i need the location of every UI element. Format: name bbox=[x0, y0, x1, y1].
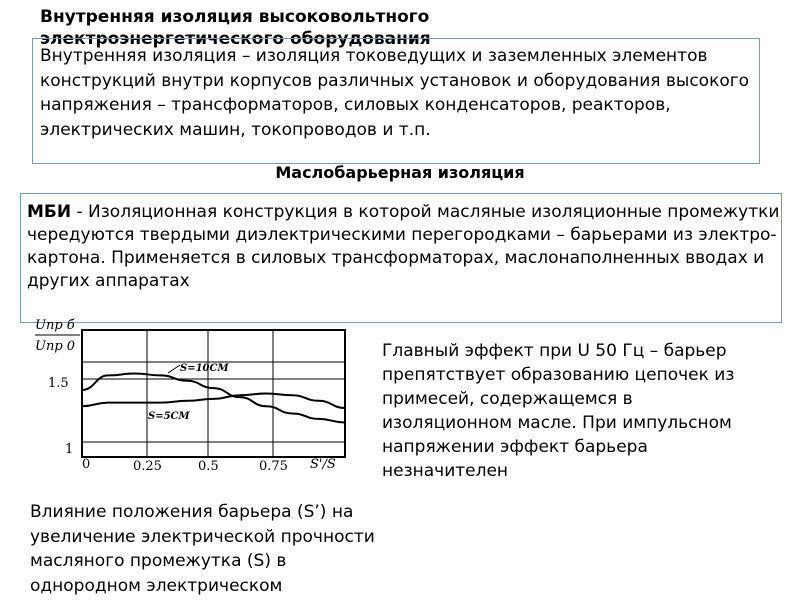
mbi-term: МБИ bbox=[27, 202, 72, 222]
x-axis-label: S'/S bbox=[310, 457, 336, 472]
barrier-effect-text: Главный эффект при U 50 Гц – барьер препятствует образованию цепочек из примесей, содержащемся в изоляционном масле. При импульсном напряжении эффект барьера незначителен bbox=[382, 341, 735, 481]
slide-title: Внутренняя изоляция высоковольтного электроэнергетического оборудования bbox=[40, 7, 431, 49]
barrier-effect-chart bbox=[30, 315, 350, 480]
x-tick-label: 0.25 bbox=[133, 459, 162, 474]
x-tick-label: 0.75 bbox=[259, 459, 288, 474]
series-label-s10: S=10CM bbox=[180, 363, 229, 374]
x-tick-label: 0.5 bbox=[198, 459, 219, 474]
y-label-numerator: Uпр б bbox=[35, 318, 75, 333]
y-tick-label: 1.5 bbox=[48, 376, 69, 391]
mbi-text bbox=[27, 201, 782, 314]
section-title: Маслобарьерная изоляция bbox=[275, 163, 525, 182]
plot-frame bbox=[82, 330, 345, 457]
y-tick-label: 1 bbox=[65, 442, 74, 457]
y-label-denominator: Uпр 0 bbox=[35, 339, 76, 354]
series-label-s5: S=5CM bbox=[148, 411, 190, 422]
x-tick-label: 0 bbox=[82, 457, 91, 472]
definition-text: Внутренняя изоляция – изоляция токоведущих и заземленных элементов конструкций внутри корпусов различных установок и оборудования высокого напряжения – трансформаторов, силовых конденсаторов, реакторов, электрических машин, токопроводов и т.п. bbox=[40, 46, 750, 140]
chart-caption: Влияние положения барьера (S’) на увеличение электрической прочности масляного промежутка (S) в однородном электрическом bbox=[30, 502, 375, 596]
mbi-description: - Изоляционная конструкция в которой масляные изоляционные промежутки чередуются твердыми диэлектрическими перегородками – барьерами из электро-картона. Применяется в силовых трансформаторах, маслонаполненных вводах и других аппаратах bbox=[27, 202, 780, 291]
